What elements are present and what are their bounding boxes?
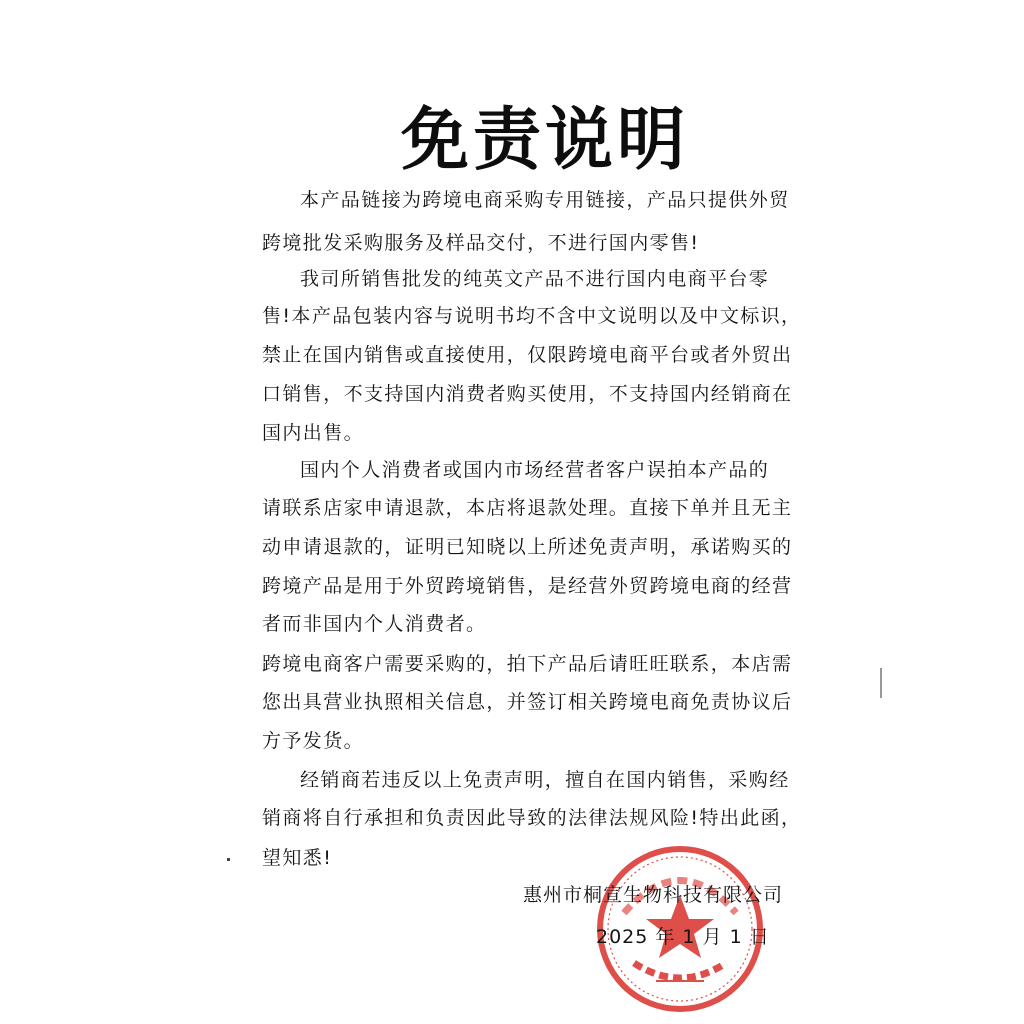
body-line: 者而非国内个人消费者。 (262, 613, 487, 635)
company-signature: 惠州市桐宣生物科技有限公司 (523, 884, 784, 906)
body-line: 国内个人消费者或国内市场经营者客户误拍本产品的 (300, 459, 770, 481)
body-line: 国内出售。 (262, 422, 365, 444)
body-line: 售!本产品包装内容与说明书均不含中文说明以及中文标识， (262, 305, 802, 327)
body-line: 销商将自行承担和负责因此导致的法律法规风险!特出此函， (262, 807, 802, 829)
body-line: 请联系店家申请退款，本店将退款处理。直接下单并且无主 (262, 497, 793, 519)
scan-speck (880, 668, 882, 698)
body-line: 方予发货。 (262, 730, 365, 752)
body-line: 动申请退款的，证明已知晓以上所述免责声明，承诺购买的 (262, 536, 793, 558)
document-title: 免责说明 (400, 101, 689, 180)
scan-speck (227, 858, 230, 861)
body-line: 本产品链接为跨境电商采购专用链接，产品只提供外贸 (300, 189, 790, 211)
body-line: 跨境批发采购服务及样品交付，不进行国内零售! (262, 232, 700, 254)
body-line: 我司所销售批发的纯英文产品不进行国内电商平台零 (300, 268, 770, 290)
body-line: 跨境产品是用于外贸跨境销售，是经营外贸跨境电商的经营 (262, 575, 793, 597)
body-line: 口销售，不支持国内消费者购买使用，不支持国内经销商在 (262, 383, 793, 405)
body-line: 您出具营业执照相关信息，并签订相关跨境电商免责协议后 (262, 691, 793, 713)
body-line: 经销商若违反以上免责声明，擅自在国内销售，采购经 (300, 769, 790, 791)
body-line: 禁止在国内销售或直接使用，仅限跨境电商平台或者外贸出 (262, 344, 793, 366)
body-line: 跨境电商客户需要采购的，拍下产品后请旺旺联系，本店需 (262, 653, 793, 675)
signature-date: 2025 年 1 月 1 日 (596, 926, 770, 948)
body-line: 望知悉! (262, 847, 333, 869)
